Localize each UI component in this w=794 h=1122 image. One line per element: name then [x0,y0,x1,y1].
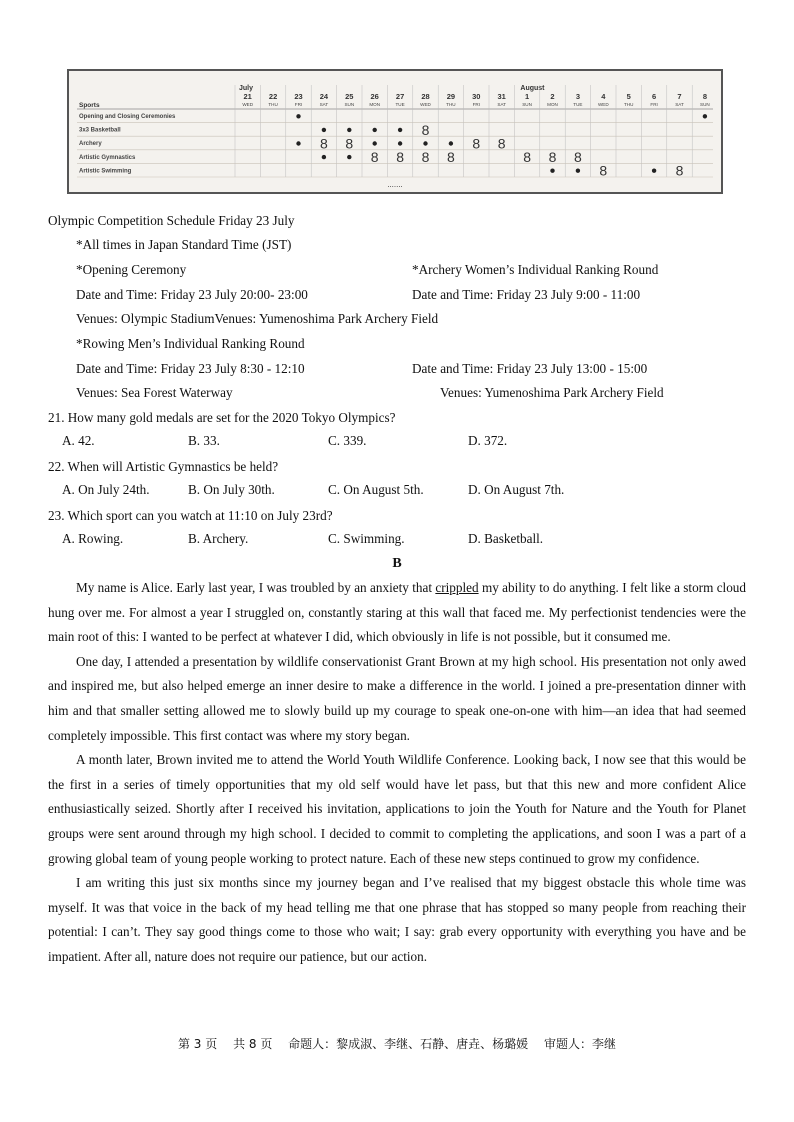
day-number: 25 [345,92,354,101]
question-23-option-c: C. Swimming. [328,531,405,546]
p1-before: My name is Alice. Early last year, I was troubled by an anxiety that [76,580,436,595]
day-name: WED [242,102,254,107]
day-number: 26 [370,92,379,101]
question-23: 23. Which sport can you watch at 11:10 on July 23rd? [48,508,333,523]
opening-ceremony-name: *Opening Ceremony [76,262,187,277]
passage-paragraph-3: A month later, Brown invited me to attend the World Youth Wildlife Conference. Looking back, I now see that this would be the first in a series of timely opportunities that my old self would have let pass, but that this new and more confident Alice enthusiastically seized. Shortly after I received his invitation, applications to join the Youth for Nature and the Youth for Planet groups were sent around through my high school. I decided to commit to completing the applications, and soon I was a part of a growing global team of young people working to protect nature. Each of these new steps continued to grow my confidence. [48,752,746,866]
page-total: 共 8 页 [233,1037,273,1051]
question-21-option-a: A. 42. [62,433,95,448]
archery-event-name: *Archery Women’s Individual Ranking Round [412,262,659,277]
event-dot [703,114,707,118]
day-number: 21 [243,92,252,101]
olympic-schedule-image [67,69,723,194]
rowing-event-time: Date and Time: Friday 23 July 8:30 - 12:10 [76,361,305,376]
question-23-option-b: B. Archery. [188,531,249,546]
venues-line: Venues: Olympic StadiumVenues: Yumenoshima Park Archery Field [76,311,439,326]
sport-name: Artistic Swimming [79,168,132,175]
month-july: July [239,85,254,92]
question-22-option-b: B. On July 30th. [188,482,275,497]
event-dot [576,169,580,173]
medal-event-mark: 8 [320,135,328,152]
day-number: 6 [652,92,657,101]
question-23-option-d: D. Basketball. [468,531,544,546]
event-dot [398,141,402,145]
day-number: 30 [472,92,481,101]
day-name: FRI [472,102,481,107]
event-dot [652,169,656,173]
sport-name: 3x3 Basketball [79,127,121,134]
day-name: SAT [497,102,506,107]
day-name: SUN [344,102,355,107]
jst-note: *All times in Japan Standard Time (JST) [76,237,292,252]
day-name: TUE [573,102,583,107]
passage-b [48,576,746,970]
day-number: 5 [626,92,631,101]
day-name: WED [597,102,609,107]
underlined-word-crippled: crippled [435,580,479,595]
question-22-option-a: A. On July 24th. [62,482,150,497]
sport-name: Archery [79,141,102,148]
passage-paragraph-2: One day, I attended a presentation by wildlife conservationist Grant Brown at my high school. His presentation not only awed and inspired me, but also helped emerge an inner desire to make a difference in the world. I joined a pre-presentation dinner with him and that smaller setting allowed me to slowly build up my courage to speak one-on-one with him—an idea that had seemed completely impossible. This first contact was where my story began. [48,653,746,743]
day-number: 29 [446,92,456,101]
page-footer [0,1035,794,1052]
opening-ceremony-time: Date and Time: Friday 23 July 20:00- 23:00 [76,287,308,302]
medal-event-mark: 8 [599,162,608,179]
day-number: 27 [395,92,405,101]
day-name: SUN [700,102,710,107]
day-name: THU [623,102,634,107]
medal-event-mark: 8 [574,149,582,166]
day-number: 23 [294,92,303,101]
question-23-option-a: A. Rowing. [62,531,124,546]
rowing-venue: Venues: Sea Forest Waterway [76,385,233,400]
question-22: 22. When will Artistic Gymnastics be held? [48,459,279,474]
page-number: 第 3 页 [177,1037,218,1051]
day-number: 3 [575,92,580,101]
day-number: 1 [525,92,530,101]
more-rows-indicator: ....... [387,180,403,189]
event-dot [347,155,351,159]
event-dot [322,128,326,132]
medal-event-mark: 8 [447,149,455,166]
passage-paragraph-1 [48,576,746,650]
passage-paragraph-4: I am writing this just six months since my journey began and I’ve realised that my biggest obstacle this whole time was myself. It was that voice in the back of my head telling me that one phrase that has stopped so many people from reaching their potential: I can’t. They say good things come to those who wait; I say: grab every opportunity with everything you have and be impatient. After all, nature does not require our patience, but our action. [48,875,746,964]
medal-event-mark: 8 [421,121,430,138]
sport-name: Opening and Closing Ceremonies [79,114,176,120]
day-name: THU [446,102,456,107]
day-name: FRI [650,102,658,107]
day-number: 28 [421,92,430,101]
day-name: SUN [522,102,532,107]
schedule-title: Olympic Competition Schedule Friday 23 July [48,213,295,228]
event-dot [296,114,300,118]
medal-event-mark: 8 [675,162,684,179]
second-event-time: Date and Time: Friday 23 July 13:00 - 15:00 [412,361,648,376]
question-authors: 命题人：黎成淑、李继、石静、唐垚、杨璐媛 [288,1037,529,1051]
day-name: SAT [319,102,329,107]
day-name: MON [547,102,558,107]
archery-event-time: Date and Time: Friday 23 July 9:00 - 11:00 [412,287,641,302]
event-dot [398,128,402,132]
medal-event-mark: 8 [370,149,379,166]
second-venue: Venues: Yumenoshima Park Archery Field [440,385,664,400]
event-dot [322,155,326,159]
day-name: WED [420,102,431,107]
day-number: 8 [702,92,707,101]
month-august: August [520,85,545,92]
event-dot [373,141,377,145]
day-name: SAT [675,102,684,107]
event-dot [423,141,427,145]
section-b-heading: B [392,556,402,571]
medal-event-mark: 8 [421,149,430,166]
day-name: FRI [294,102,303,107]
medal-event-mark: 8 [345,135,354,152]
day-name: THU [268,102,278,107]
rowing-event-name: *Rowing Men’s Individual Ranking Round [76,336,305,351]
sport-name: Artistic Gymnastics [79,154,136,161]
medal-event-mark: 8 [523,149,531,166]
schedule-grid [69,71,721,192]
event-dot [373,128,377,132]
day-name: MON [369,102,381,107]
p1-after: my ability to do anything. I felt like a storm cloud hung over me. For almost a year I struggled on, constantly staring at this wall that faced me. My perfectionist tendencies were the main root of this: I wanted to be perfect at whatever I did, which obviously in life is not possible, but it consumed me. [48,580,746,645]
day-number: 24 [319,92,329,101]
day-name: TUE [395,102,405,107]
medal-event-mark: 8 [548,149,557,166]
question-21-option-b: B. 33. [188,433,220,448]
question-22-option-d: D. On August 7th. [468,482,565,497]
question-21-option-c: C. 339. [328,433,367,448]
day-number: 2 [550,92,555,101]
day-number: 31 [497,92,506,101]
question-reviewer: 审题人：李继 [544,1037,617,1051]
question-21: 21. How many gold medals are set for the 2020 Tokyo Olympics? [48,410,396,425]
medal-event-mark: 8 [472,135,481,152]
day-number: 4 [601,92,606,101]
sports-header: Sports [79,102,100,109]
medal-event-mark: 8 [396,149,404,166]
event-dot [449,141,453,145]
event-dot [550,169,554,173]
question-21-option-d: D. 372. [468,433,508,448]
day-number: 7 [677,92,682,101]
day-number: 22 [268,92,278,101]
event-dot [347,128,351,132]
event-dot [296,141,300,145]
medal-event-mark: 8 [497,135,506,152]
question-22-option-c: C. On August 5th. [328,482,424,497]
